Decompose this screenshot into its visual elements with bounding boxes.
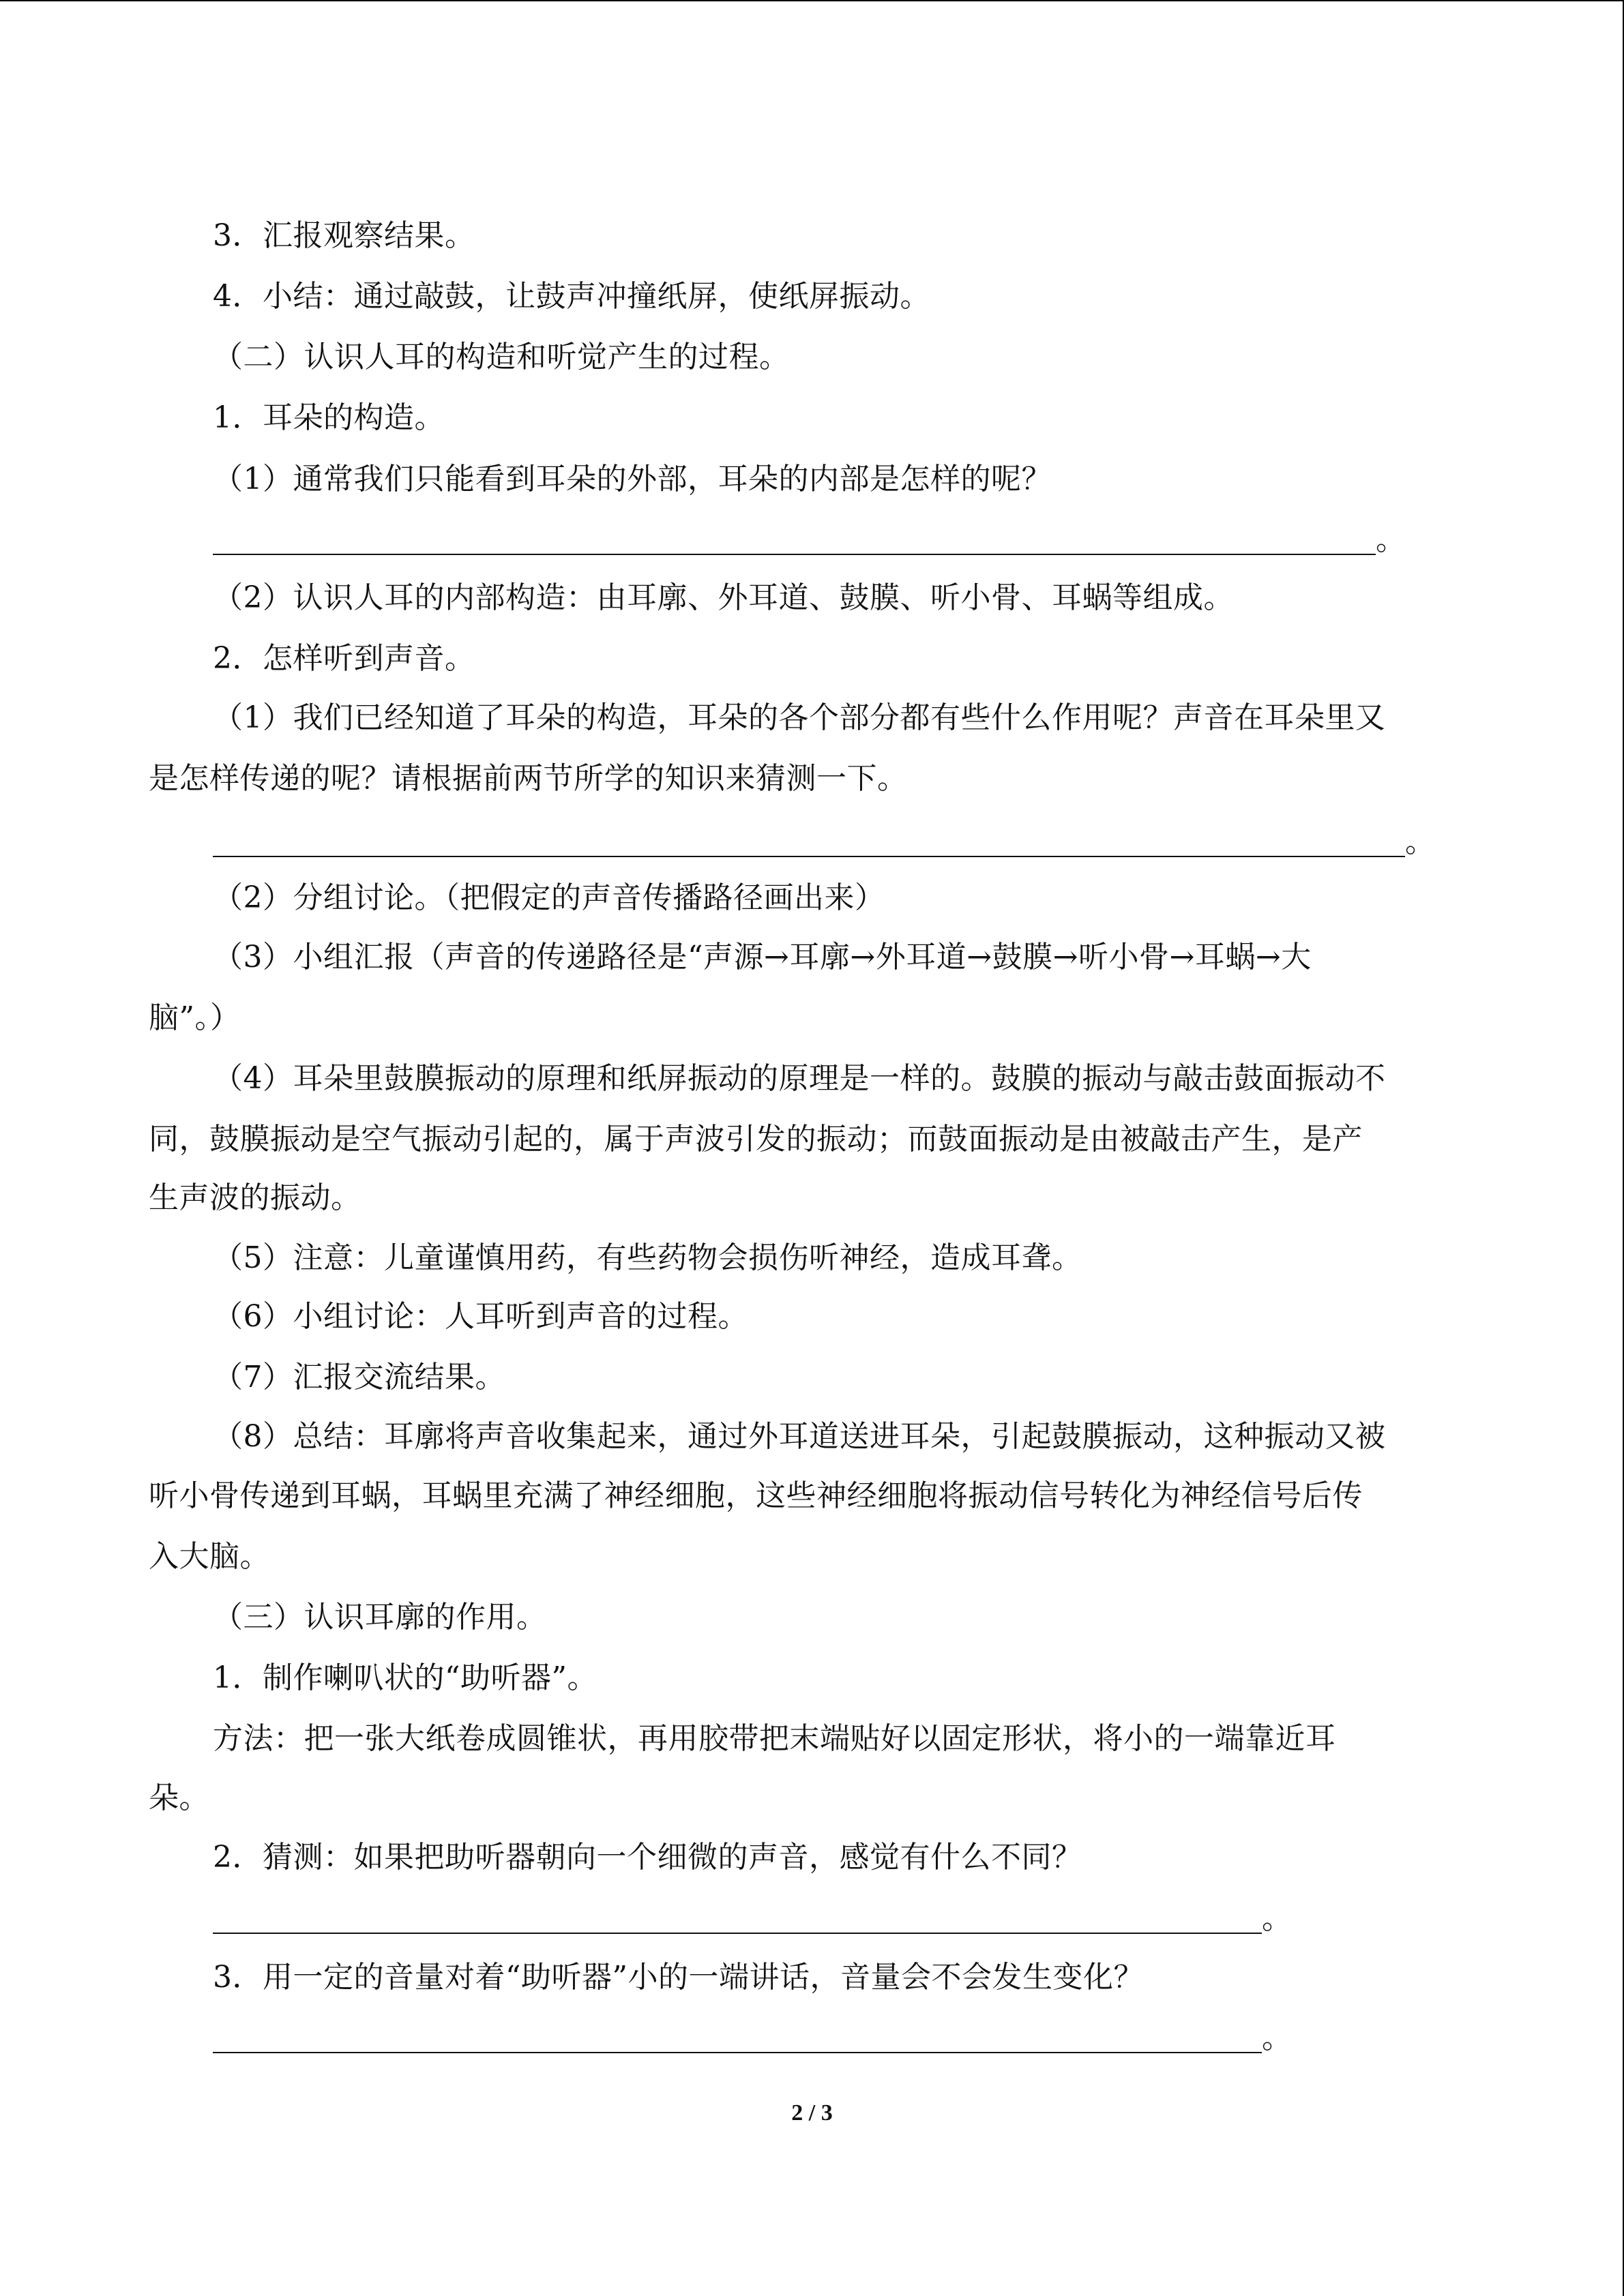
paragraph: （7）汇报交流结果。 [213, 1360, 505, 1395]
paragraph: （5）注意：儿童谨慎用药，有些药物会损伤听神经，造成耳聋。 [213, 1240, 1082, 1275]
paragraph: 1．耳朵的构造。 [213, 400, 445, 435]
question: 是怎样传递的呢？请根据前两节所学的知识来猜测一下。 [149, 761, 908, 796]
paragraph: （2）分组讨论。（把假定的声音传播路径画出来） [213, 880, 885, 915]
paragraph: 3．汇报观察结果。 [213, 218, 475, 253]
paragraph: 2．怎样听到声音。 [213, 641, 475, 676]
paragraph: 1．制作喇叭状的“助听器”。 [213, 1660, 597, 1695]
paragraph: （3）小组汇报（声音的传递路径是“声源→耳廓→外耳道→鼓膜→听小骨→耳蜗→大 [213, 940, 1312, 974]
paragraph: 生声波的振动。 [149, 1180, 361, 1215]
question: 2．猜测：如果把助听器朝向一个细微的声音，感觉有什么不同？ [213, 1840, 1082, 1875]
paragraph: 脑”。） [149, 1000, 241, 1035]
paragraph: （4）耳朵里鼓膜振动的原理和纸屏振动的原理是一样的。鼓膜的振动与敲击鼓面振动不 [213, 1061, 1386, 1096]
paragraph: （8）总结：耳廓将声音收集起来，通过外耳道送进耳朵，引起鼓膜振动，这种振动又被 [213, 1419, 1386, 1454]
paragraph: 方法：把一张大纸卷成圆锥状，再用胶带把末端贴好以固定形状，将小的一端靠近耳 [213, 1721, 1336, 1756]
question: 3．用一定的音量对着“助听器”小的一端讲话，音量会不会发生变化？ [213, 1960, 1144, 1995]
paragraph: 同，鼓膜振动是空气振动引起的，属于声波引发的振动；而鼓面振动是由被敲击产生，是产 [149, 1122, 1363, 1157]
answer-blank: 。 [213, 822, 1441, 863]
paragraph: 听小骨传递到耳蜗，耳蜗里充满了神经细胞，这些神经细胞将振动信号转化为神经信号后传 [149, 1478, 1363, 1513]
question: （1）我们已经知道了耳朵的构造，耳朵的各个部分都有些什么作用呢？声音在耳朵里又 [213, 700, 1386, 735]
answer-blank: 。 [213, 520, 1406, 561]
answer-blank: 。 [213, 2018, 1304, 2059]
question: （1）通常我们只能看到耳朵的外部，耳朵的内部是怎样的呢？ [213, 462, 1052, 496]
paragraph: 朵。 [149, 1780, 209, 1815]
answer-blank: 。 [213, 1898, 1304, 1939]
section-heading: （三）认识耳廓的作用。 [213, 1600, 547, 1635]
paragraph: 入大脑。 [149, 1539, 270, 1574]
section-heading: （二）认识人耳的构造和听觉产生的过程。 [213, 340, 790, 374]
page-number: 2 / 3 [791, 2100, 833, 2126]
paragraph: （6）小组讨论：人耳听到声音的过程。 [213, 1299, 748, 1334]
paragraph: 4．小结：通过敲鼓，让鼓声冲撞纸屏，使纸屏振动。 [213, 279, 930, 314]
paragraph: （2）认识人耳的内部构造：由耳廓、外耳道、鼓膜、听小骨、耳蜗等组成。 [213, 580, 1234, 615]
